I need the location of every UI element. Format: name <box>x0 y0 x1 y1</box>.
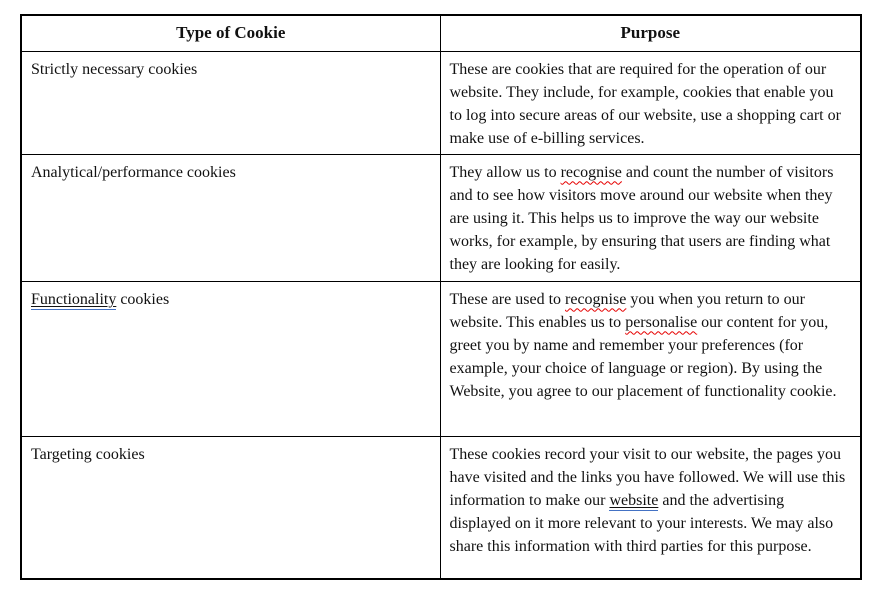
text-segment: These are used to <box>449 290 566 308</box>
text-segment: cookies <box>116 290 170 308</box>
table-row-analytical-performance <box>21 154 861 281</box>
underlined-link-text[interactable]: website <box>609 491 659 509</box>
text-segment: Analytical/performance cookies <box>31 163 236 181</box>
purpose-cell-functionality <box>440 281 861 436</box>
text-segment: These cookies record your visit to our website, the pages you have visited and the links you have followed. We will use this information to make our <box>449 445 846 509</box>
text-segment: Strictly necessary cookies <box>31 60 198 78</box>
text-segment: and the advertising displayed on it more relevant to your interests. We may also share this information with third parties for this purpose. <box>449 491 834 555</box>
text-segment: Targeting cookies <box>31 445 145 463</box>
type-cell-strictly-necessary <box>21 51 440 154</box>
cookie-table <box>20 14 862 580</box>
text-segment: They allow us to <box>449 163 561 181</box>
purpose-cell-strictly-necessary <box>440 51 861 154</box>
text-segment: and count the number of visitors and to see how visitors move around our website when they are using it. This helps us to improve the way our website works, for example, by ensuring that users are finding what they are looking for easily. <box>449 163 834 273</box>
purpose-cell-analytical-performance <box>440 154 861 281</box>
misspelled-word: recognise <box>565 290 627 308</box>
table-row-targeting <box>21 436 861 579</box>
header-type-of-cookie: Type of Cookie <box>21 15 440 51</box>
type-cell-analytical-performance <box>21 154 440 281</box>
table-row-strictly-necessary <box>21 51 861 154</box>
header-purpose: Purpose <box>440 15 861 51</box>
text-segment: These are cookies that are required for the operation of our website. They include, for example, cookies that enable you to log into secure areas of our website, use a shopping cart or make use of e-billing services. <box>449 60 841 147</box>
table-header-row <box>21 15 861 51</box>
purpose-cell-targeting <box>440 436 861 579</box>
misspelled-word: personalise <box>625 313 698 331</box>
misspelled-word: recognise <box>560 163 622 181</box>
underlined-link-text[interactable]: Functionality <box>31 290 117 308</box>
type-cell-functionality <box>21 281 440 436</box>
table-row-functionality <box>21 281 861 436</box>
text-segment: you when you return to our website. This enables us to <box>449 290 805 331</box>
type-cell-targeting <box>21 436 440 579</box>
text-segment: our content for you, greet you by name and remember your preferences (for example, your choice of language or region). By using the Website, you agree to our placement of functionality cookie. <box>449 313 837 400</box>
